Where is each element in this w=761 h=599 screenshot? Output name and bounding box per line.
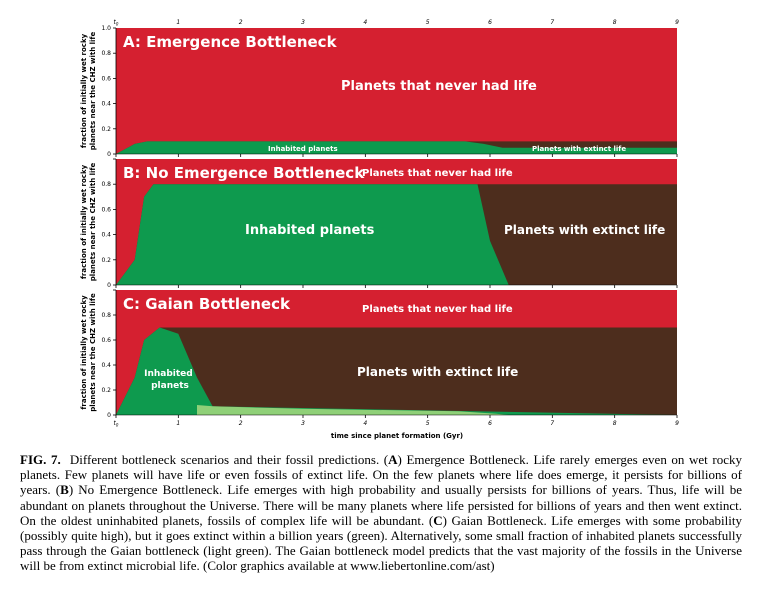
top-x-tick-label: 3 — [301, 19, 305, 26]
y-tick-label: 0.6 — [101, 206, 111, 214]
y-axis-label: fraction of initially wet rockyplanets near the CHZ with life — [80, 31, 97, 151]
panel-c-title: C: Gaian Bottleneck — [123, 295, 290, 313]
y-tick-label: 0.2 — [101, 125, 111, 133]
caption-c: C — [433, 512, 443, 528]
y-tick-label: 0.2 — [101, 256, 111, 264]
panel-a-emergence-bottleneck — [116, 28, 677, 154]
top-x-tick-label: 9 — [675, 19, 679, 26]
y-axis-label: fraction of initially wet rockyplanets near the CHZ with life — [80, 293, 97, 412]
panel-c-extinct-label: Planets with extinct life — [357, 365, 519, 379]
panel-c-gaian-bottleneck — [116, 290, 677, 415]
bottom-x-tick-label: 6 — [488, 420, 492, 427]
panel-b-no-emergence-bottleneck — [116, 159, 677, 285]
top-x-tick-label: 2 — [238, 19, 243, 26]
caption-a: A — [388, 452, 398, 467]
panel-b-extinct-label: Planets with extinct life — [504, 223, 666, 237]
bottom-x-tick-label: 4 — [363, 420, 368, 427]
caption-label: FIG. 7. — [20, 452, 61, 467]
y-tick-label: 0.4 — [101, 362, 111, 369]
bottom-x-tick-label: 9 — [675, 420, 679, 427]
panel-a-never-life-label: Planets that never had life — [341, 79, 537, 94]
caption-part-3: ) No Emergence Bottleneck. Life emerges with high probability and usually persists for billions of years. Thus, life will be abundant on planets throughout the Universe. There will be many planets where life persisted for billions of years and then went extinct. On the oldest uninhabited planets, fossils of complex life will be abundant. ( — [20, 482, 742, 528]
top-x-tick-label: 4 — [363, 19, 368, 26]
panel-c-inhabited-label: Inhabited planets — [144, 369, 193, 391]
panel-b-never-life-label: Planets that never had life — [362, 168, 513, 179]
bottom-x-axis — [114, 420, 680, 428]
caption-b: B — [60, 482, 69, 498]
bottom-x-tick-label: 1 — [176, 420, 181, 427]
caption-part-2: ) Emergence Bottleneck. Life rarely emerges even on wet rocky planets. Few planets will have life or even fossils of extinct life. On the few planets where life does emerge, it persists for billions of years. ( — [20, 452, 742, 498]
top-x-tick-label: 6 — [488, 19, 492, 26]
caption-part-1: Different bottleneck scenarios and their fossil predictions. ( — [69, 452, 389, 467]
panel-b-title: B: No Emergence Bottleneck — [123, 164, 365, 182]
y-tick-label: 0.8 — [101, 312, 111, 319]
caption-part-4: ) Gaian Bottleneck. Life emerges with some probability (possibly quite high), but it goes extinct within a billion years (green). Alternatively, some small fraction of inhabited planets successfully pass through the Gaian bottleneck (light green). The Gaian bottleneck model predicts that the vast majority of the fossils in the Universe will be from extinct microbial life. (Color graphics available at www.liebertonline.com/ast) — [20, 512, 742, 574]
y-tick-label: 0 — [107, 282, 111, 289]
y-tick-label: 0.4 — [101, 231, 111, 239]
y-tick-label: 0 — [107, 151, 111, 158]
bottom-x-tick-label: $t_0$ — [113, 420, 119, 428]
panel-b-inhabited-label: Inhabited planets — [245, 223, 375, 238]
panel-a-extinct-label: Planets with extinct life — [532, 145, 627, 153]
y-tick-label: 0.2 — [101, 387, 111, 394]
top-x-axis — [114, 19, 680, 27]
x-axis-label: time since planet formation (Gyr) — [330, 432, 464, 440]
y-tick-label: 0.4 — [101, 100, 111, 108]
y-tick-label: 1.0 — [101, 25, 111, 32]
y-tick-label: 0.6 — [101, 75, 111, 83]
top-x-tick-label: 8 — [612, 19, 617, 26]
panel-c-never-life-label: Planets that never had life — [362, 304, 513, 315]
panel-a-inhabited-label: Inhabited planets — [268, 145, 338, 153]
top-x-tick-label: 1 — [176, 19, 181, 26]
y-tick-label: 0.8 — [101, 50, 111, 58]
bottom-x-tick-label: 7 — [550, 420, 555, 427]
top-x-tick-label: 7 — [550, 19, 555, 26]
bottom-x-tick-label: 5 — [425, 420, 430, 427]
y-axis-label: fraction of initially wet rockyplanets near the CHZ with life — [80, 162, 97, 282]
y-tick-label: 0 — [107, 412, 111, 419]
figure-caption — [20, 452, 742, 574]
bottom-x-tick-label: 3 — [301, 420, 305, 427]
bottom-x-tick-label: 8 — [612, 420, 617, 427]
top-x-tick-label: $t_0$ — [113, 19, 119, 27]
bottom-x-tick-label: 2 — [238, 420, 243, 427]
y-tick-label: 0.6 — [101, 337, 111, 344]
panel-a-title: A: Emergence Bottleneck — [123, 33, 337, 51]
top-x-tick-label: 5 — [425, 19, 430, 26]
y-tick-label: 0.8 — [101, 181, 111, 189]
